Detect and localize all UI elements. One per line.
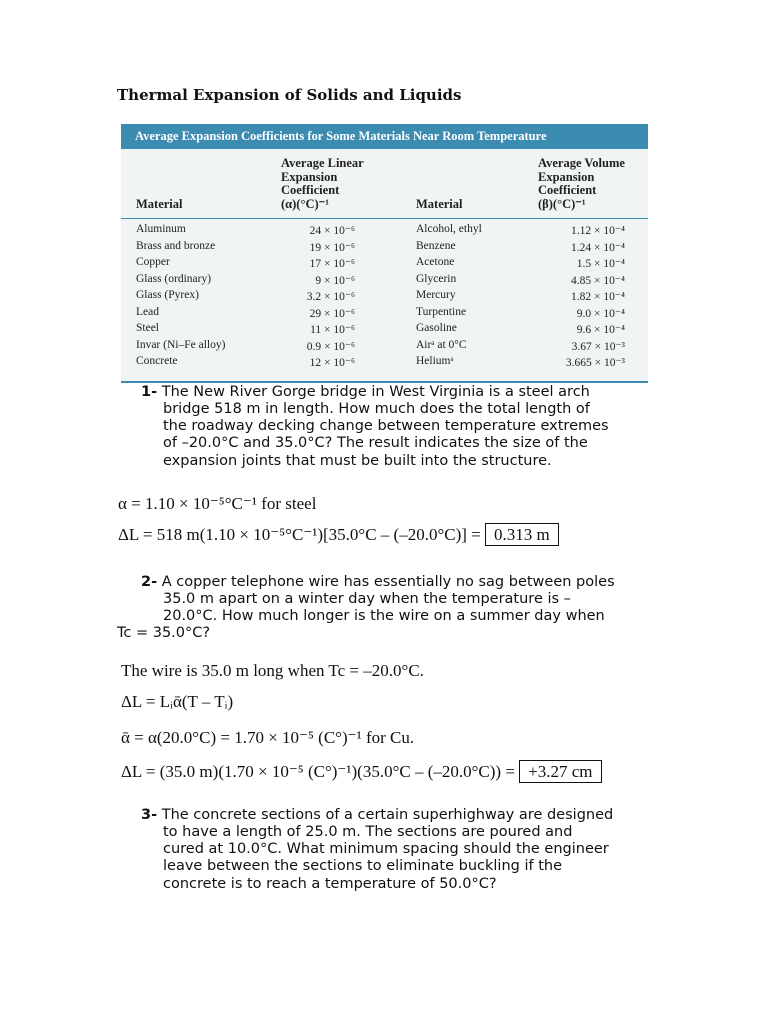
problem-number: 1-: [141, 384, 158, 400]
problem-2: [141, 574, 615, 591]
cell: Concrete: [136, 355, 178, 367]
problem-text-line: bridge 518 m in length. How much does the total length of: [163, 401, 590, 417]
col4-line: (β)(°C)⁻¹: [538, 196, 586, 211]
cell: Steel: [136, 322, 159, 334]
problem-text-line: expansion joints that must be built into the structure.: [163, 452, 552, 469]
cell: 0.9 × 10⁻⁶: [306, 340, 355, 353]
col-volume-coefficient: [538, 157, 625, 211]
cell: Gasoline: [416, 322, 457, 334]
col2-line: (α)(°C)⁻¹: [281, 196, 329, 211]
cell: Invar (Ni–Fe alloy): [136, 338, 226, 351]
col-material-1: Material: [136, 197, 183, 211]
col2-line: Coefficient: [281, 183, 340, 197]
table-row: [121, 306, 648, 323]
problem-text-line: Tc = 35.0°C?: [117, 625, 211, 641]
cell: 3.2 × 10⁻⁶: [306, 291, 355, 303]
equation-text: ΔL = 518 m(1.10 × 10⁻⁵°C⁻¹)[35.0°C – (–20.0°C)] =: [118, 525, 481, 544]
problem-text-line: cured at 10.0°C. What minimum spacing should the engineer: [163, 841, 609, 858]
col4-line: Expansion: [538, 169, 595, 184]
col-linear-coefficient: [281, 157, 364, 211]
cell: Glass (Pyrex): [136, 289, 199, 301]
problem-number: 2-: [141, 574, 158, 590]
problem-text-line: of –20.0°C and 35.0°C? The result indicates the size of the: [163, 435, 588, 452]
problem-text-line: A copper telephone wire has essentially no sag between poles: [161, 574, 615, 590]
cell: 17 × 10⁻⁶: [309, 258, 355, 270]
cell: 19 × 10⁻⁶: [309, 241, 355, 254]
cell: Copper: [136, 256, 170, 268]
cell: 9 × 10⁻⁶: [315, 274, 355, 287]
cell: Benzene: [416, 239, 456, 252]
problem-1-text: [163, 401, 609, 470]
cell: 3.665 × 10⁻³: [565, 357, 625, 369]
table-header: Average Expansion Coefficients for Some Materials Near Room Temperature: [121, 124, 648, 149]
cell: 1.12 × 10⁻⁴: [571, 225, 625, 237]
table-row: [121, 240, 648, 257]
equation-delta-l: [118, 525, 559, 545]
cell: 9.0 × 10⁻⁴: [576, 307, 625, 320]
cell: 4.85 × 10⁻⁴: [571, 274, 625, 287]
problem-text-line: 35.0 m apart on a winter day when the temperature is –: [163, 591, 571, 607]
problem-2-text: [163, 591, 605, 625]
problem-text-line: to have a length of 25.0 m. The sections are poured and: [163, 824, 573, 840]
cell: Acetone: [416, 256, 455, 268]
cell: Heliumᵃ: [416, 355, 454, 367]
equation-expansion-formula: ΔL = Lᵢᾱ(T – Tᵢ): [121, 692, 234, 711]
cell: 24 × 10⁻⁶: [309, 225, 355, 237]
problem-3-text: [163, 824, 609, 893]
cell: 1.24 × 10⁻⁴: [571, 241, 625, 254]
table-body: [121, 223, 648, 372]
cell: Lead: [136, 305, 159, 318]
page-title: Thermal Expansion of Solids and Liquids: [117, 86, 462, 104]
problem-text-line: 20.0°C. How much longer is the wire on a summer day when: [163, 608, 605, 625]
cell: Airᵃ at 0°C: [416, 338, 467, 351]
table-rule: [121, 218, 648, 219]
cell: 29 × 10⁻⁶: [309, 307, 355, 320]
cell: 11 × 10⁻⁶: [310, 324, 355, 336]
problem-number: 3-: [141, 807, 158, 823]
table-row: [121, 339, 648, 356]
expansion-coefficients-table: [121, 124, 648, 383]
col2-line: Average Linear: [281, 156, 364, 170]
cell: Brass and bronze: [136, 239, 216, 252]
cell: Glass (ordinary): [136, 272, 212, 285]
equation-wire-length: The wire is 35.0 m long when Tc = –20.0°C.: [121, 661, 424, 680]
table-row: [121, 256, 648, 273]
col4-line: Coefficient: [538, 183, 597, 197]
cell: 1.5 × 10⁻⁴: [576, 258, 625, 270]
answer-box: +3.27 cm: [519, 760, 601, 783]
problem-text-line: leave between the sections to eliminate buckling if the: [163, 858, 562, 875]
problem-text-line: concrete is to reach a temperature of 50.0°C?: [163, 875, 497, 892]
table-row: [121, 223, 648, 240]
equation-alpha-steel: α = 1.10 × 10⁻⁵°C⁻¹ for steel: [118, 494, 317, 513]
answer-box: 0.313 m: [485, 523, 559, 546]
col4-line: Average Volume: [538, 156, 625, 170]
problem-text-line: The New River Gorge bridge in West Virginia is a steel arch: [161, 384, 590, 400]
table-row: [121, 273, 648, 290]
equation-text: ΔL = (35.0 m)(1.70 × 10⁻⁵ (C°)⁻¹)(35.0°C – (–20.0°C)) =: [121, 762, 515, 781]
problem-text-line: The concrete sections of a certain superhighway are designed: [161, 807, 614, 823]
table-row: [121, 289, 648, 306]
problem-text-line: the roadway decking change between temperature extremes: [163, 418, 609, 435]
cell: 9.6 × 10⁻⁴: [576, 324, 625, 336]
cell: 3.67 × 10⁻³: [571, 340, 625, 353]
cell: Turpentine: [416, 305, 467, 318]
col-material-2: Material: [416, 197, 463, 211]
cell: 1.82 × 10⁻⁴: [571, 291, 625, 303]
equation-alpha-copper: ᾱ = α(20.0°C) = 1.70 × 10⁻⁵ (C°)⁻¹ for Cu.: [121, 728, 415, 747]
col2-line: Expansion: [281, 169, 338, 184]
table-row: [121, 355, 648, 372]
cell: Glycerin: [416, 272, 457, 285]
cell: 12 × 10⁻⁶: [309, 357, 355, 369]
problem-1: [141, 384, 590, 401]
equation-delta-l-copper: [121, 762, 602, 782]
cell: Aluminum: [136, 223, 186, 235]
table-row: [121, 322, 648, 339]
cell: Mercury: [416, 289, 456, 301]
cell: Alcohol, ethyl: [416, 223, 482, 235]
problem-3: [141, 807, 613, 824]
